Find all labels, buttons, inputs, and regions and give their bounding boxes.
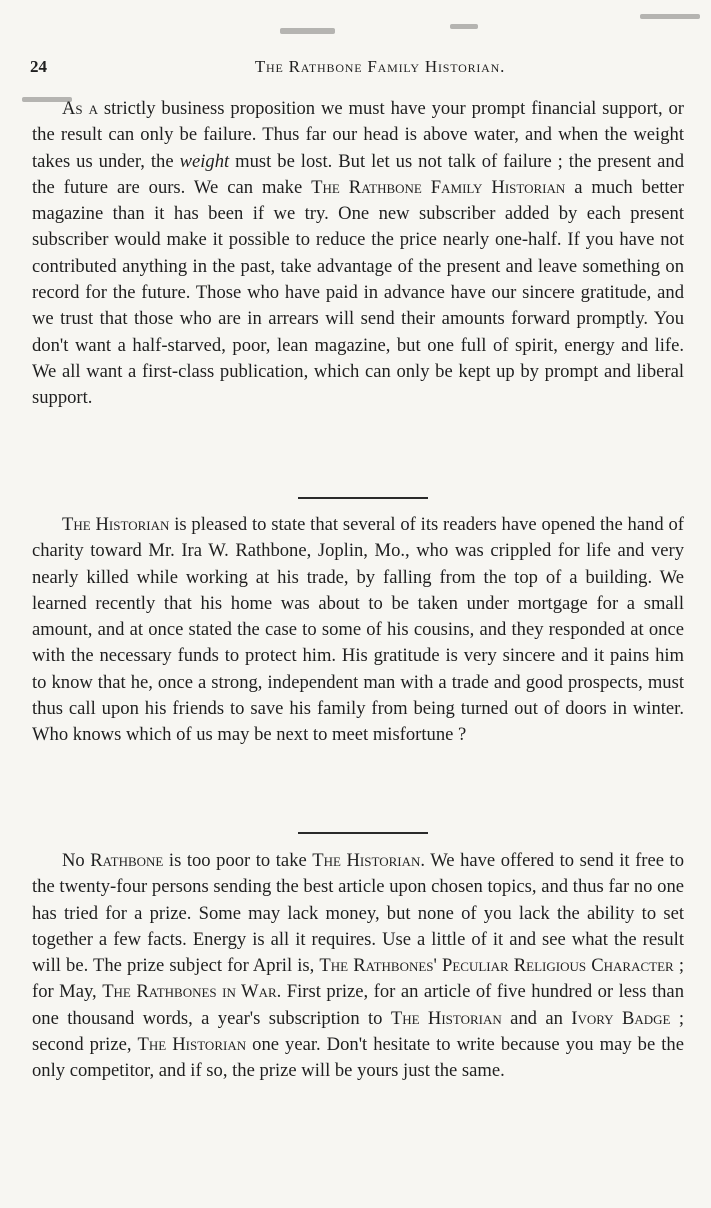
article-section-1 (32, 96, 684, 412)
ink-smudge (450, 24, 478, 29)
paragraph-lead: As a (62, 98, 98, 119)
page-number: 24 (30, 57, 47, 76)
italic-word: weight (179, 150, 230, 172)
paragraph-text: . First prize, for an article of five hundred or less than one thousand words, a year's subscription to (32, 981, 684, 1029)
magazine-title: The Historian (312, 850, 421, 871)
paragraph-text: must be lost. But let us not talk of failure ; the present and the future are ours. We can make (32, 150, 684, 198)
paragraph-text: is pleased to state that several of its readers have opened the hand of charity toward Mr. Ira W. Rathbone, Joplin, Mo., who was crippled for life and very nearly killed while working at his trade, by falling from the top of a building. We learned recently that his home was about to be taken under mortgage for a small amount, and at once stated the case to some of his cousins, and they responded at once with the necessary funds to protect him. His gratitude is very sincere and it pains him to know that he, once a strong, independent man with a trade and good prospects, must thus call upon his friends to save his family from being turned out of doors in winter. Who knows which of us may be next to meet misfortune ? (32, 514, 684, 746)
section-divider (298, 497, 428, 499)
paragraph-text: . We have offered to send it free to the twenty-four persons sending the best article upon chosen topics, and thus far no one has tried for a prize. Some may lack money, but none of you lack the ability to set together a few facts. Energy is all it requires. Use a little of it and see what the result will be. The prize subject for April is, (32, 850, 684, 977)
ink-smudge (640, 14, 700, 19)
paragraph-text: and an (501, 1007, 572, 1029)
paragraph-lead: The Historian (62, 514, 170, 535)
paragraph-text: strictly business proposition we must have your prompt financial support, or the result can only be failure. Thus far our head is above water, and when the weight takes us under, the (32, 98, 684, 172)
paragraph-lead: Rathbone (90, 850, 164, 871)
ivory-badge: Ivory Badge (571, 1007, 671, 1029)
paragraph-2 (32, 512, 684, 749)
paragraph-text: one year. Don't hesitate to write because you may be the only competitor, and if so, the prize will be yours just the same. (32, 1034, 684, 1082)
paragraph-text: ; second prize, (32, 1007, 684, 1056)
prize-subject-april: The Rathbones' Peculiar Religious Character (319, 955, 674, 977)
page-header (30, 57, 671, 81)
paragraph-text: a much better magazine than it has been if we try. One new subscriber added by each present subscriber would make it possible to reduce the price nearly one-half. If you have not contributed anything in the past, take advantage of the present and leave something on record for the future. Those who have paid in advance have our sincere gratitude, and we trust that those who are in arrears will send their amounts forward promptly. You don't want a half-starved, poor, lean magazine, but one full of spirit, energy and life. We all want a first-class publication, which can only be kept up by prompt and liberal support. (32, 176, 684, 409)
prize-subject-may: The Rathbones in War (102, 981, 277, 1003)
running-title: The Rathbone Family Historian. (254, 57, 506, 76)
article-section-2 (32, 512, 684, 749)
article-section-3 (32, 848, 684, 1085)
paragraph-3 (32, 848, 684, 1085)
ink-smudge (280, 28, 335, 34)
magazine-title: The Historian (390, 1007, 502, 1029)
section-divider (298, 832, 428, 834)
magazine-title: The Historian (137, 1034, 247, 1056)
paragraph-text: No (62, 850, 91, 871)
paragraph-text: ; for May, (32, 955, 684, 1003)
paragraph-1 (32, 96, 684, 412)
magazine-title: The Rathbone Family Historian (311, 176, 566, 198)
paragraph-text: is too poor to take (163, 850, 313, 871)
